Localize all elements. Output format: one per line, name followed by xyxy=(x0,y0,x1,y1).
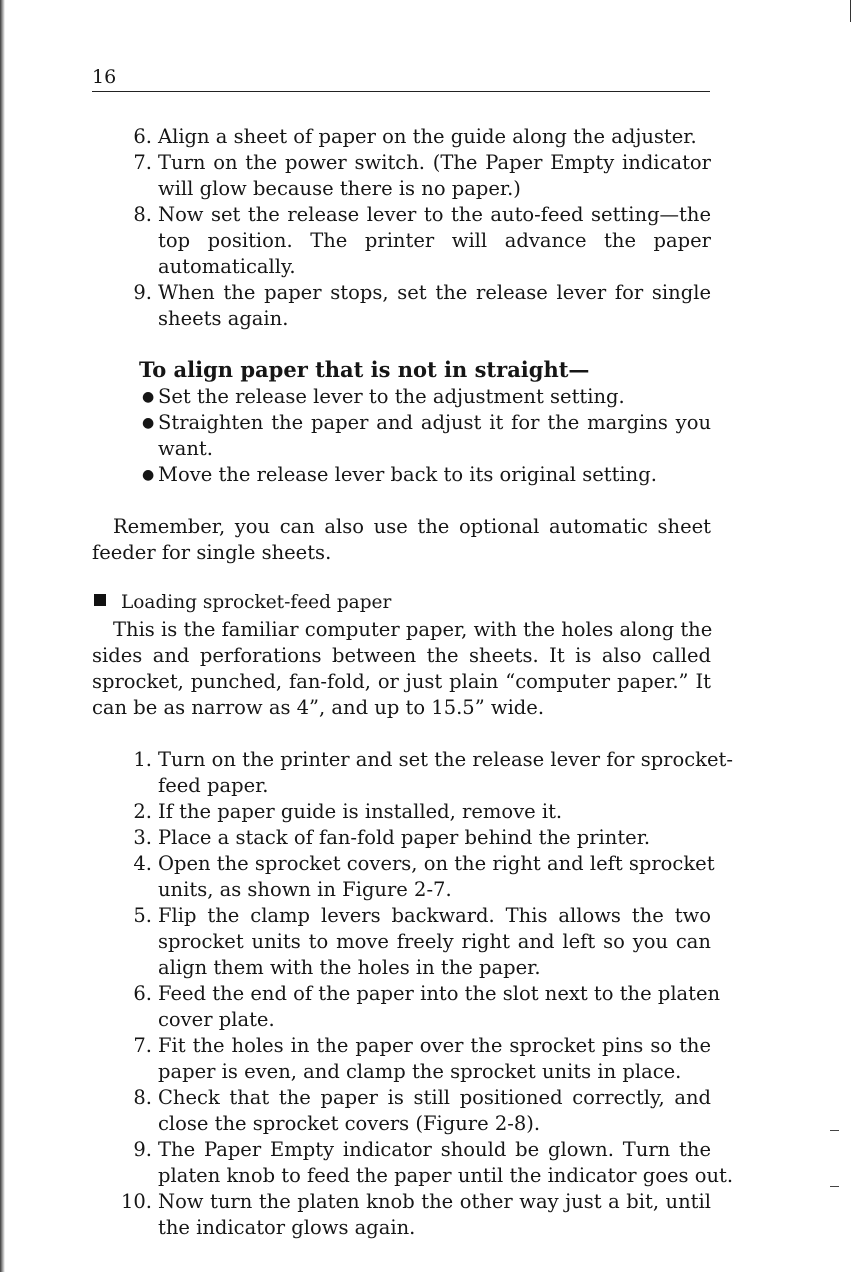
step-number: 7. xyxy=(133,151,152,174)
step-text-line: platen knob to feed the paper until the indicator goes out. xyxy=(158,1164,734,1187)
bullet-dot: ● xyxy=(142,467,155,483)
step-text-line: sprocket units to move freely right and left so you can xyxy=(158,930,711,953)
step-number: 9. xyxy=(133,1138,152,1161)
page-number: 16 xyxy=(92,66,117,88)
step-text-line: sheets again. xyxy=(158,307,289,330)
step-number: 10. xyxy=(120,1190,152,1213)
bullet-text-line: Move the release lever back to its original setting. xyxy=(158,463,657,486)
step-number: 6. xyxy=(133,125,152,148)
bullet-text-line: Straighten the paper and adjust it for the margins you xyxy=(158,411,711,434)
intro-line: This is the familiar computer paper, with the holes along the xyxy=(113,618,713,641)
bullet-dot: ● xyxy=(142,389,155,405)
step-text-line: Flip the clamp levers backward. This allows the two xyxy=(158,904,711,927)
step-number: 3. xyxy=(133,826,152,849)
step-text-line: top position. The printer will advance the paper xyxy=(158,229,711,252)
step-text-line: Open the sprocket covers, on the right and left sprocket xyxy=(158,852,715,875)
bullet-text-line: Set the release lever to the adjustment setting. xyxy=(158,385,625,408)
remember-line: Remember, you can also use the optional automatic sheet xyxy=(113,515,711,538)
step-text-line: Turn on the power switch. (The Paper Empty indicator xyxy=(158,151,711,174)
intro-line: sides and perforations between the sheets. It is also called xyxy=(92,644,711,667)
step-text-line: the indicator glows again. xyxy=(158,1216,416,1239)
step-text-line: Check that the paper is still positioned correctly, and xyxy=(158,1086,711,1109)
align-heading: To align paper that is not in straight— xyxy=(139,357,590,382)
margin-mark xyxy=(830,1186,839,1187)
bullet-dot: ● xyxy=(142,415,155,431)
square-bullet-icon xyxy=(94,594,106,606)
step-text-line: Fit the holes in the paper over the sprocket pins so the xyxy=(158,1034,711,1057)
step-text-line: feed paper. xyxy=(158,774,269,797)
step-text-line: If the paper guide is installed, remove it. xyxy=(158,800,563,823)
step-number: 9. xyxy=(133,281,152,304)
intro-line: sprocket, punched, fan-fold, or just plain “computer paper.” It xyxy=(92,670,711,693)
step-text-line: Feed the end of the paper into the slot next to the platen xyxy=(158,982,721,1005)
step-text-line: paper is even, and clamp the sprocket units in place. xyxy=(158,1060,682,1083)
step-text-line: Place a stack of fan-fold paper behind the printer. xyxy=(158,826,651,849)
step-text-line: Turn on the printer and set the release lever for sprocket- xyxy=(158,748,733,771)
scan-edge-right xyxy=(850,0,851,22)
step-text-line: Now turn the platen knob the other way just a bit, until xyxy=(158,1190,711,1213)
step-text-line: will glow because there is no paper.) xyxy=(158,177,521,200)
step-text-line: Align a sheet of paper on the guide along the adjuster. xyxy=(158,125,697,148)
step-text-line: automatically. xyxy=(158,255,296,278)
step-number: 2. xyxy=(133,800,152,823)
step-text-line: cover plate. xyxy=(158,1008,275,1031)
header-rule xyxy=(92,91,710,92)
step-text-line: align them with the holes in the paper. xyxy=(158,956,541,979)
intro-line: can be as narrow as 4”, and up to 15.5” wide. xyxy=(92,696,545,719)
scan-edge xyxy=(0,0,5,1272)
step-number: 6. xyxy=(133,982,152,1005)
step-number: 7. xyxy=(133,1034,152,1057)
margin-mark xyxy=(830,1130,839,1131)
step-number: 1. xyxy=(133,748,152,771)
step-number: 8. xyxy=(133,203,152,226)
bullet-text-line: want. xyxy=(158,437,213,460)
step-number: 8. xyxy=(133,1086,152,1109)
step-text-line: Now set the release lever to the auto-feed setting—the xyxy=(158,203,711,226)
step-number: 4. xyxy=(133,852,152,875)
step-text-line: close the sprocket covers (Figure 2-8). xyxy=(158,1112,541,1135)
step-number: 5. xyxy=(133,904,152,927)
step-text-line: units, as shown in Figure 2-7. xyxy=(158,878,452,901)
section-heading: Loading sprocket-feed paper xyxy=(121,592,392,613)
step-text-line: The Paper Empty indicator should be glown. Turn the xyxy=(158,1138,711,1161)
step-text-line: When the paper stops, set the release lever for single xyxy=(158,281,711,304)
remember-line: feeder for single sheets. xyxy=(92,541,332,564)
